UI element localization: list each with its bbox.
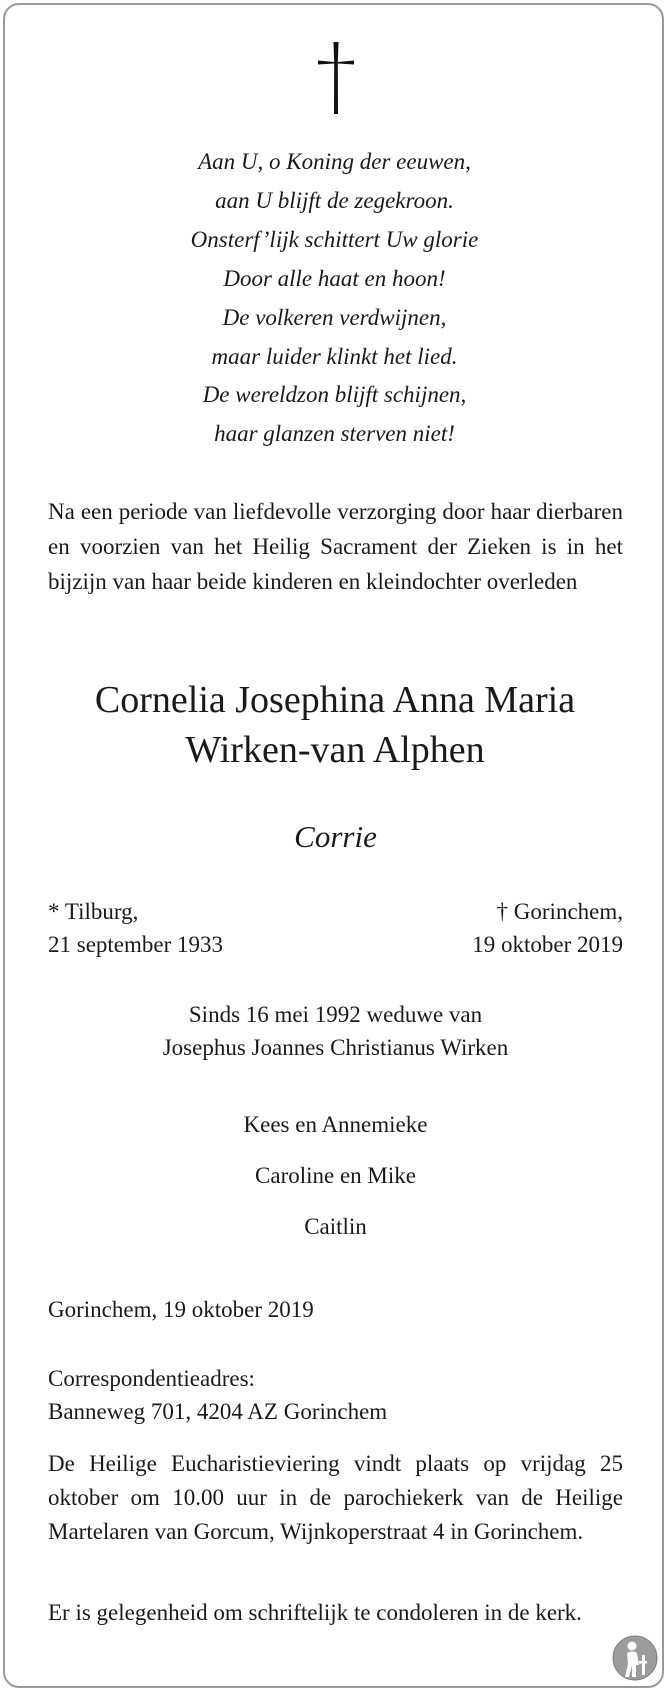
family-member: Kees en Annemieke <box>243 1112 428 1137</box>
family-member: Caroline en Mike <box>255 1163 416 1188</box>
correspondence-address: Banneweg 701, 4204 AZ Gorinchem <box>48 1399 388 1424</box>
poem-line: De wereldzon blijft schijnen, <box>202 382 467 408</box>
deceased-name-line1: Cornelia Josephina Anna Maria <box>94 679 576 721</box>
poem <box>48 143 621 454</box>
poem-line: Onsterf’lijk schittert Uw glorie <box>190 226 479 252</box>
condolence-info: Er is gelegenheid om schriftelijk te condoleren in de kerk. <box>48 1600 582 1625</box>
mass-info: De Heilige Eucharistieviering vindt plaats op vrijdag 25 oktober om 10.00 uur in de parochiekerk van de Heilige Martelaren van Gorcum, Wijnkoperstraat 4 in Gorinchem. <box>48 1451 623 1544</box>
place-date: Gorinchem, 19 oktober 2019 <box>48 1297 314 1322</box>
memorial-logo-icon <box>612 1635 658 1681</box>
widow-line2: Josephus Joannes Christianus Wirken <box>162 1035 509 1060</box>
death-date: 19 oktober 2019 <box>472 932 623 957</box>
poem-line: De volkeren verdwijnen, <box>222 304 447 330</box>
birth-date: 21 september 1933 <box>48 932 224 957</box>
correspondence <box>48 1362 623 1428</box>
intro-paragraph: Na een periode van liefdevolle verzorging door haar dierbaren en voorzien van het Heilig Sacrament der Zieken is in het bijzijn van haar beide kinderen en kleindochter overleden <box>48 499 623 594</box>
poem-line: aan U blijft de zegekroon. <box>215 187 454 213</box>
deceased-nickname: Corrie <box>294 819 377 854</box>
latin-cross-icon <box>316 40 356 116</box>
deceased-name-line2: Wirken-van Alphen <box>185 729 485 771</box>
poem-line: Aan U, o Koning der eeuwen, <box>198 149 471 174</box>
poem-line: maar luider klinkt het lied. <box>211 343 458 369</box>
birth-info <box>48 895 348 961</box>
family-member: Caitlin <box>304 1214 367 1239</box>
widow-info <box>48 998 623 1064</box>
poem-line: Door alle haat en hoon! <box>223 265 446 291</box>
death-place: † Gorinchem, <box>496 899 623 924</box>
deceased-name <box>40 675 630 775</box>
birth-place: * Tilburg, <box>48 899 139 924</box>
correspondence-label: Correspondentieadres: <box>48 1366 255 1391</box>
widow-line1: Sinds 16 mei 1992 weduwe van <box>188 1002 483 1027</box>
poem-line: haar glanzen sterven niet! <box>214 421 455 447</box>
death-info <box>370 895 623 961</box>
